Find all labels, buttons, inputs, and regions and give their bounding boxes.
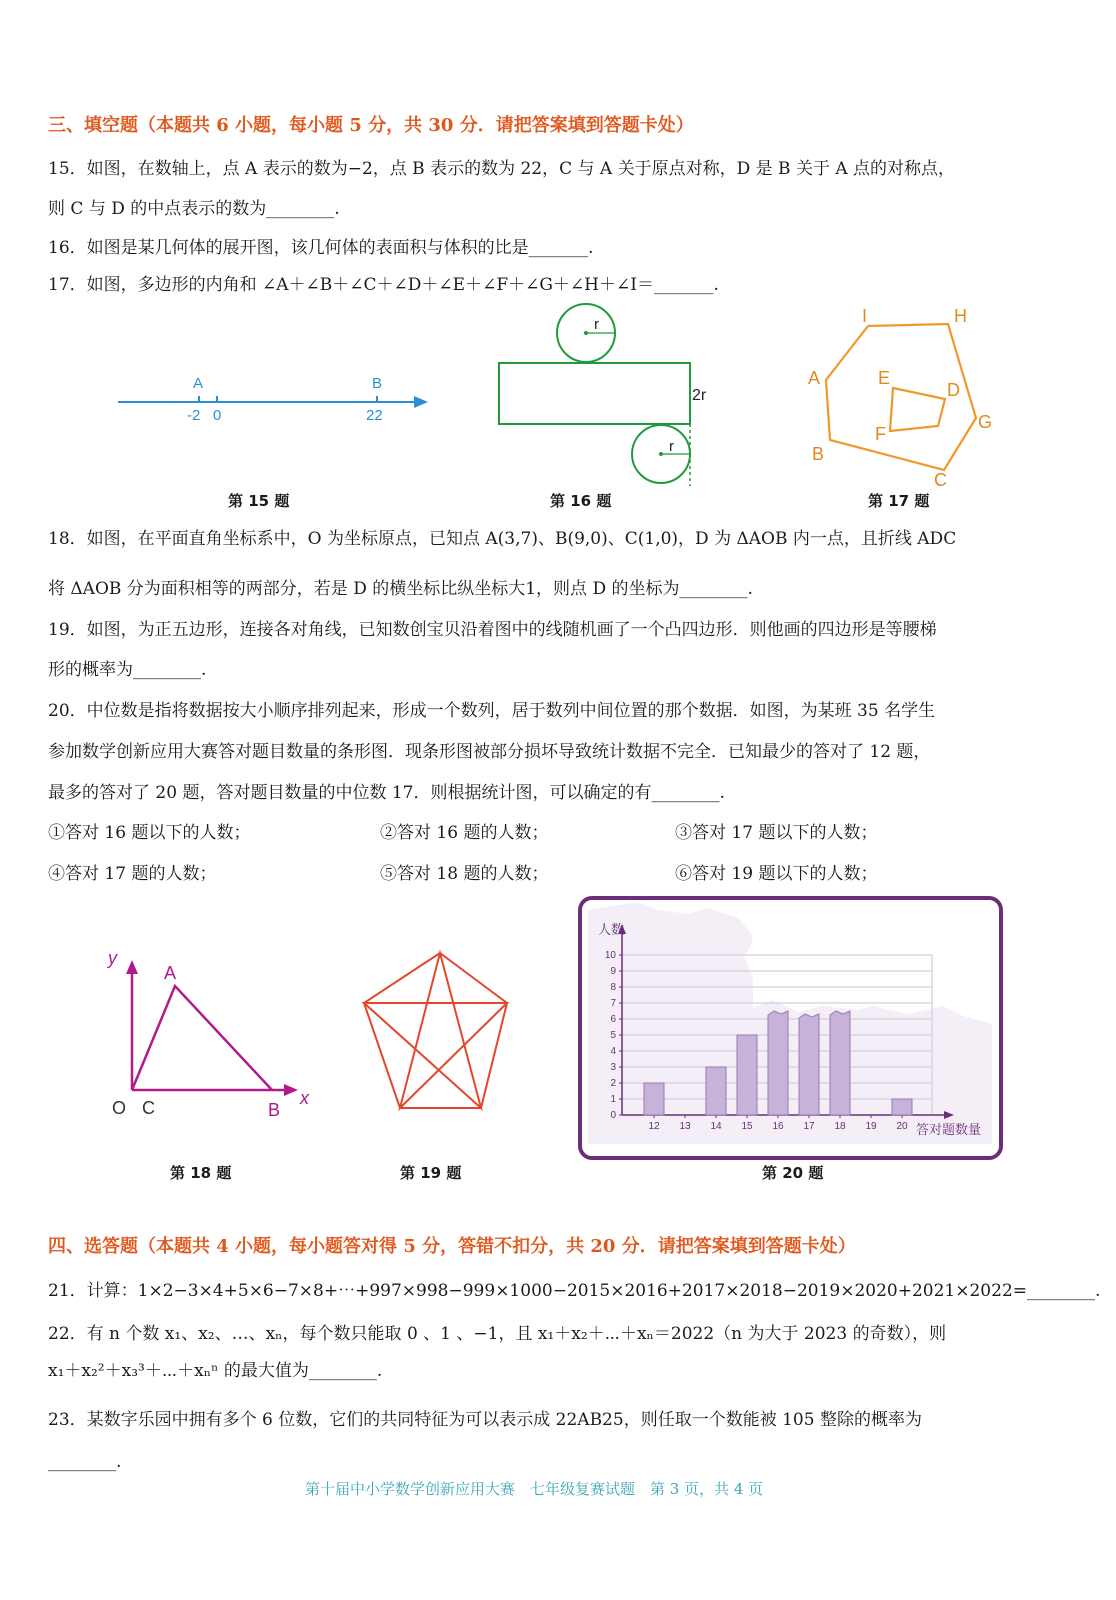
chart-y-tick-label: 10 bbox=[604, 950, 616, 961]
chart-x-tick-label: 14 bbox=[710, 1121, 722, 1132]
chart-bar bbox=[737, 1035, 757, 1115]
chart-x-tick-label: 20 bbox=[896, 1121, 908, 1132]
figure-15-number-line bbox=[110, 370, 440, 430]
chart-x-tick-label: 18 bbox=[834, 1121, 846, 1132]
chart-y-tick-label: 6 bbox=[610, 1014, 616, 1025]
chart-y-tick-label: 1 bbox=[610, 1094, 616, 1105]
fig17-label-b: B bbox=[812, 444, 825, 464]
chart-x-label: 答对题数量 bbox=[916, 1122, 982, 1137]
q20-option-3: ③答对 17 题以下的人数； bbox=[675, 823, 878, 843]
chart-y-tick-label: 4 bbox=[610, 1046, 616, 1057]
figure-16-cylinder-net bbox=[490, 300, 720, 490]
fig15-tick-0: 0 bbox=[213, 407, 222, 424]
chart-y-tick-label: 3 bbox=[610, 1062, 616, 1073]
chart-bar-damaged bbox=[830, 1011, 850, 1115]
q15-line2: 则 C 与 D 的中点表示的数为________. bbox=[48, 199, 340, 219]
chart-bar bbox=[706, 1067, 726, 1115]
fig15-caption: 第 15 题 bbox=[228, 492, 290, 510]
chart-bar-damaged bbox=[768, 1011, 788, 1115]
fig16-label-2r: 2r bbox=[692, 387, 707, 404]
q23-line1: 23．某数字乐园中拥有多个 6 位数，它们的共同特征为可以表示成 22AB25，则任取一个数能被 105 整除的概率为 bbox=[48, 1410, 922, 1430]
fig18-label-o: O bbox=[112, 1098, 127, 1118]
q18-line1: 18．如图，在平面直角坐标系中，O 为坐标原点，已知点 A(3,7)、B(9,0)、C(1,0)，D 为 ΔAOB 内一点，且折线 ADC bbox=[48, 529, 957, 549]
page-footer: 第十届中小学数学创新应用大赛 七年级复赛试题 第 3 页，共 4 页 bbox=[305, 1480, 764, 1498]
fig19-caption: 第 19 题 bbox=[400, 1164, 462, 1182]
figure-20-bar-chart bbox=[578, 896, 1003, 1160]
figure-18-coordinate-triangle bbox=[100, 940, 320, 1125]
chart-bar-damaged bbox=[799, 1014, 819, 1115]
q20-line1: 20．中位数是指将数据按大小顺序排列起来，形成一个数列，居于数列中间位置的那个数据．如图，为某班 35 名学生 bbox=[48, 701, 936, 721]
fig18-label-x: x bbox=[300, 1088, 309, 1108]
q20-option-2: ②答对 16 题的人数； bbox=[380, 823, 549, 843]
chart-x-ticks bbox=[648, 1121, 908, 1132]
q20-option-1: ①答对 16 题以下的人数； bbox=[48, 823, 251, 843]
fig16-caption: 第 16 题 bbox=[550, 492, 612, 510]
fig18-label-y: y bbox=[108, 948, 117, 968]
fig17-label-i: I bbox=[862, 306, 868, 326]
chart-y-tick-label: 0 bbox=[610, 1110, 616, 1121]
fig18-label-b: B bbox=[268, 1100, 281, 1120]
chart-bar bbox=[892, 1099, 912, 1115]
chart-x-tick-label: 13 bbox=[679, 1121, 691, 1132]
q20-option-4: ④答对 17 题的人数； bbox=[48, 864, 217, 884]
chart-x-tick-label: 15 bbox=[741, 1121, 753, 1132]
figure-17-polygon bbox=[800, 300, 1010, 490]
fig17-label-f: F bbox=[875, 424, 886, 444]
chart-x-tick-label: 16 bbox=[772, 1121, 784, 1132]
q20-line3: 最多的答对了 20 题，答对题目数量的中位数 17．则根据统计图，可以确定的有________. bbox=[48, 783, 725, 803]
fig15-tick-22: 22 bbox=[366, 407, 383, 424]
q21-line1: 21．计算：1×2−3×4+5×6−7×8+⋯+997×998−999×1000−2015×2016+2017×2018−2019×2020+2021×2022=________. bbox=[48, 1281, 1101, 1301]
fig17-label-h: H bbox=[954, 306, 967, 326]
chart-y-label: 人数 bbox=[598, 922, 625, 937]
fig20-caption: 第 20 题 bbox=[762, 1164, 824, 1182]
fig15-label-b: B bbox=[372, 375, 383, 392]
q22-line2: x₁＋x₂²＋x₃³＋⋯＋xₙⁿ 的最大值为________. bbox=[48, 1361, 383, 1381]
section-3-title: 三、填空题（本题共 6 小题，每小题 5 分，共 30 分．请把答案填到答题卡处） bbox=[48, 115, 694, 136]
chart-bar bbox=[644, 1083, 664, 1115]
chart-y-tick-label: 7 bbox=[610, 998, 616, 1009]
q16-line1: 16．如图是某几何体的展开图，该几何体的表面积与体积的比是_______. bbox=[48, 238, 594, 258]
fig17-label-a: A bbox=[808, 368, 821, 388]
fig15-tick-neg2: -2 bbox=[187, 407, 201, 424]
fig18-label-a: A bbox=[164, 963, 177, 983]
q20-line2: 参加数学创新应用大赛答对题目数量的条形图．现条形图被部分损坏导致统计数据不完全．已知最少的答对了 12 题， bbox=[48, 742, 931, 762]
chart-y-tick-label: 9 bbox=[610, 966, 616, 977]
q15-line1: 15．如图，在数轴上，点 A 表示的数为−2，点 B 表示的数为 22，C 与 A 关于原点对称，D 是 B 关于 A 点的对称点， bbox=[48, 159, 956, 179]
q19-line1: 19．如图，为正五边形，连接各对角线，已知数创宝贝沿着图中的线随机画了一个凸四边形．则他画的四边形是等腰梯 bbox=[48, 620, 937, 640]
q17-line1: 17．如图，多边形的内角和 ∠A＋∠B＋∠C＋∠D＋∠E＋∠F＋∠G＋∠H＋∠I＝_______. bbox=[48, 275, 719, 295]
q23-line2: ________. bbox=[48, 1452, 122, 1472]
chart-x-tick-label: 17 bbox=[803, 1121, 815, 1132]
chart-x-tick-label: 19 bbox=[865, 1121, 877, 1132]
fig17-caption: 第 17 题 bbox=[868, 492, 930, 510]
figure-19-pentagon bbox=[360, 945, 510, 1115]
q19-line2: 形的概率为________. bbox=[48, 660, 207, 680]
fig17-label-g: G bbox=[978, 412, 993, 432]
chart-y-tick-label: 8 bbox=[610, 982, 616, 993]
fig16-label-r-top: r bbox=[594, 316, 599, 333]
chart-y-tick-label: 5 bbox=[610, 1030, 616, 1041]
q20-option-6: ⑥答对 19 题以下的人数； bbox=[675, 864, 878, 884]
fig15-label-a: A bbox=[193, 375, 204, 392]
fig16-label-r-bottom: r bbox=[669, 438, 674, 455]
chart-y-tick-label: 2 bbox=[610, 1078, 616, 1089]
fig17-label-d: D bbox=[947, 380, 960, 400]
fig18-label-c: C bbox=[142, 1098, 155, 1118]
fig17-label-e: E bbox=[878, 368, 891, 388]
section-4-title: 四、选答题（本题共 4 小题，每小题答对得 5 分，答错不扣分，共 20 分．请把答案填到答题卡处） bbox=[48, 1236, 856, 1257]
q22-line1: 22．有 n 个数 x₁、x₂、…、xₙ，每个数只能取 0 、1 、−1，且 x₁＋x₂＋⋯＋xₙ＝2022（n 为大于 2023 的奇数），则 bbox=[48, 1324, 947, 1344]
fig17-label-c: C bbox=[934, 470, 947, 490]
chart-x-tick-label: 12 bbox=[648, 1121, 660, 1132]
fig18-caption: 第 18 题 bbox=[170, 1164, 232, 1182]
q18-line2: 将 ΔAOB 分为面积相等的两部分，若是 D 的横坐标比纵坐标大1，则点 D 的坐标为________. bbox=[48, 579, 753, 599]
q20-option-5: ⑤答对 18 题的人数； bbox=[380, 864, 549, 884]
